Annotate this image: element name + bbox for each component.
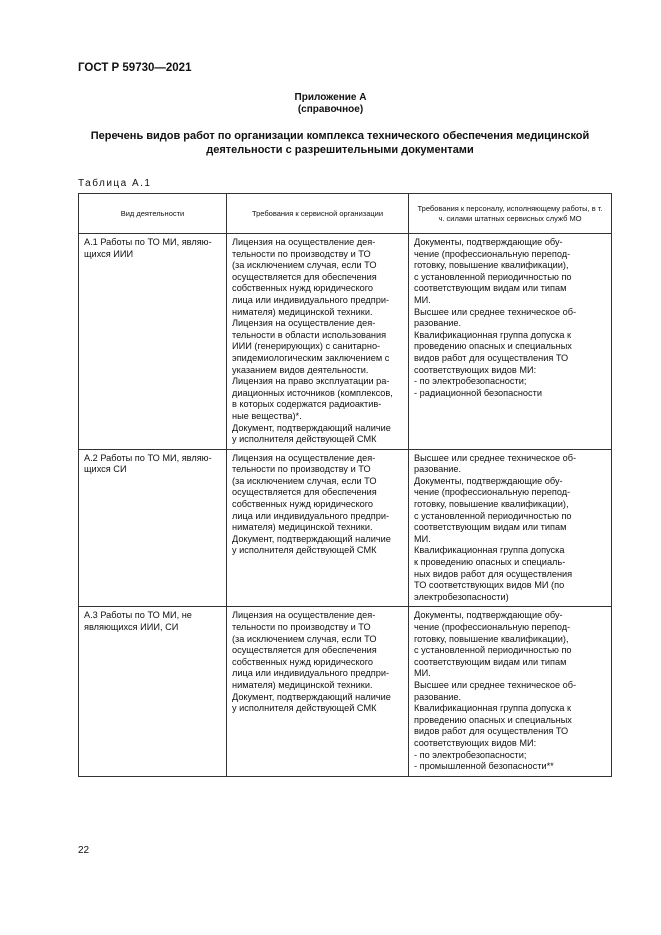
cell-text-line: осуществляется для обеспечения [232,487,377,498]
cell-text-line: лица или индивидуального предпри- [232,668,390,679]
cell-text-line: соответствующих видов МИ: [414,737,537,748]
org-requirements-cell [227,607,409,776]
cell-text-line: Высшее или среднее техническое об- [414,306,577,317]
cell-text-line: Квалификационная группа допуска [414,545,565,556]
cell-text-line: у исполнителя действующей СМК [232,703,377,714]
cell-text-line: МИ. [414,294,431,305]
cell-text-line: - по электробезопасности; [414,376,527,387]
table-body [79,234,612,777]
document-code: ГОСТ Р 59730—2021 [78,62,192,74]
appendix-subtitle: (справочное) [297,104,364,115]
cell-text-line: тельности в области использования [232,329,387,340]
cell-text-line: МИ. [414,668,431,679]
cell-text-line: тельности по производству и ТО [232,464,371,475]
cell-text-line: у исполнителя действующей СМК [232,545,377,556]
requirements-table [78,193,612,777]
cell-text-line: ТО соответствующих видов МИ (по [414,580,565,591]
cell-text-line: А.3 Работы по ТО МИ, не [84,610,192,621]
cell-text-line: соответствующих видов МИ: [414,364,537,375]
cell-text-line: собственных нужд юридического [232,283,373,294]
page-number: 22 [78,845,90,856]
cell-text-line: разование. [414,464,462,475]
table-row [79,234,612,450]
cell-text-line: диационных источников (комплексов, [232,387,393,398]
cell-text-line: указанием видов деятельности. [232,364,369,375]
cell-text-line: ные вещества)*. [232,410,302,421]
cell-text-line: ных видов работ для осуществления [414,568,573,579]
cell-text-line: у исполнителя действующей СМК [232,434,377,445]
cell-text-line: щихся ИИИ [84,248,134,259]
cell-text-line: Документ, подтверждающий наличие [232,691,391,702]
cell-text-line: тельности по производству и ТО [232,248,371,259]
header-org-requirements: Требования к сервисной организации [227,194,409,234]
cell-text-line: собственных нужд юридического [232,656,373,667]
cell-text-line: разование. [414,691,462,702]
cell-text-line: чение (профессиональную перепод- [414,622,571,632]
cell-text-line: Лицензия на осуществление дея- [232,452,376,463]
cell-text-line: - промышленной безопасности** [414,761,554,772]
table-row [79,449,612,607]
cell-text-line: эпидемиологическим заключением с [232,352,390,363]
cell-text-line: готовку, повышение квалификации), [414,633,569,644]
cell-text-line: разование. [414,318,462,329]
cell-text-line: осуществляется для обеспечения [232,645,377,656]
cell-text-line: видов работ для осуществления ТО [414,726,569,737]
cell-text-line: Высшее или среднее техническое об- [414,679,577,690]
cell-text-line: являющихся ИИИ, СИ [84,622,179,632]
cell-text-line: щихся СИ [84,464,127,475]
cell-text-line: Лицензия на осуществление дея- [232,237,376,247]
cell-text-line: Высшее или среднее техническое об- [414,452,577,463]
cell-text-line: чение (профессиональную перепод- [414,487,571,498]
cell-text-line: Документы, подтверждающие обу- [414,237,563,247]
cell-text-line: с установленной периодичностью по [414,271,572,282]
cell-text-line: лица или индивидуального предпри- [232,510,390,521]
personnel-requirements-cell [409,607,612,776]
personnel-requirements-cell [409,449,612,607]
org-requirements-cell [227,234,409,450]
cell-text-line: с установленной периодичностью по [414,510,572,521]
cell-text-line: ИИИ (генерирующих) с санитарно- [232,341,381,352]
cell-text-line: Квалификационная группа допуска к [414,329,572,340]
cell-text-line: осуществляется для обеспечения [232,271,377,282]
personnel-requirements-cell [409,234,612,450]
cell-text-line: проведению опасных и специальных [414,714,572,725]
cell-text-line: Документ, подтверждающий наличие [232,533,391,544]
cell-text-line: Лицензия на осуществление дея- [232,610,376,621]
document-title-line: деятельности с разрешительными документами [206,144,474,156]
cell-text-line: видов работ для осуществления ТО [414,352,569,363]
cell-text-line: Лицензия на право эксплуатации ра- [232,376,390,387]
cell-text-line: А.1 Работы по ТО МИ, являю- [84,237,212,247]
document-title [90,129,590,157]
cell-text-line: соответствующим видам или типам [414,522,567,533]
cell-text-line: Документы, подтверждающие обу- [414,610,563,621]
appendix-title: Приложение А [294,92,367,103]
cell-text-line: Лицензия на осуществление дея- [232,318,376,329]
org-requirements-cell [227,449,409,607]
activity-cell [79,234,227,450]
cell-text-line: электробезопасности) [414,591,509,602]
cell-text-line: лица или индивидуального предпри- [232,294,390,305]
cell-text-line: собственных нужд юридического [232,499,373,510]
table-header-row [79,194,612,234]
cell-text-line: (за исключением случая, если ТО [232,633,377,644]
cell-text-line: Документы, подтверждающие обу- [414,475,563,486]
cell-text-line: нимателя) медицинской техники. [232,679,373,690]
cell-text-line: Квалификационная группа допуска к [414,703,572,714]
cell-text-line: готовку, повышение квалификации), [414,260,569,271]
header-personnel-requirements: Требования к персоналу, исполняющему работы, в т. ч. силами штатных сервисных служб МО [409,194,612,234]
activity-cell [79,449,227,607]
cell-text-line: нимателя) медицинской техники. [232,306,373,317]
cell-text-line: (за исключением случая, если ТО [232,475,377,486]
cell-text-line: - радиационной безопасности [414,387,542,398]
cell-text-line: тельности по производству и ТО [232,622,371,632]
document-title-line: Перечень видов работ по организации комплекса технического обеспечения медицинской [90,130,590,142]
cell-text-line: к проведению опасных и специаль- [414,557,566,568]
activity-cell [79,607,227,776]
cell-text-line: А.2 Работы по ТО МИ, являю- [84,452,212,463]
cell-text-line: готовку, повышение квалификации), [414,499,569,510]
cell-text-line: проведению опасных и специальных [414,341,572,352]
header-activity: Вид деятельности [79,194,227,234]
cell-text-line: Документ, подтверждающий наличие [232,422,391,433]
cell-text-line: МИ. [414,533,431,544]
cell-text-line: соответствующим видам или типам [414,283,567,294]
cell-text-line: чение (профессиональную перепод- [414,248,571,259]
cell-text-line: соответствующим видам или типам [414,656,567,667]
table-row [79,607,612,776]
cell-text-line: - по электробезопасности; [414,749,527,760]
appendix-heading [0,92,661,116]
table-label: Таблица А.1 [78,178,152,189]
cell-text-line: в которых содержатся радиоактив- [232,399,382,410]
cell-text-line: с установленной периодичностью по [414,645,572,656]
cell-text-line: (за исключением случая, если ТО [232,260,377,271]
cell-text-line: нимателя) медицинской техники. [232,522,373,533]
